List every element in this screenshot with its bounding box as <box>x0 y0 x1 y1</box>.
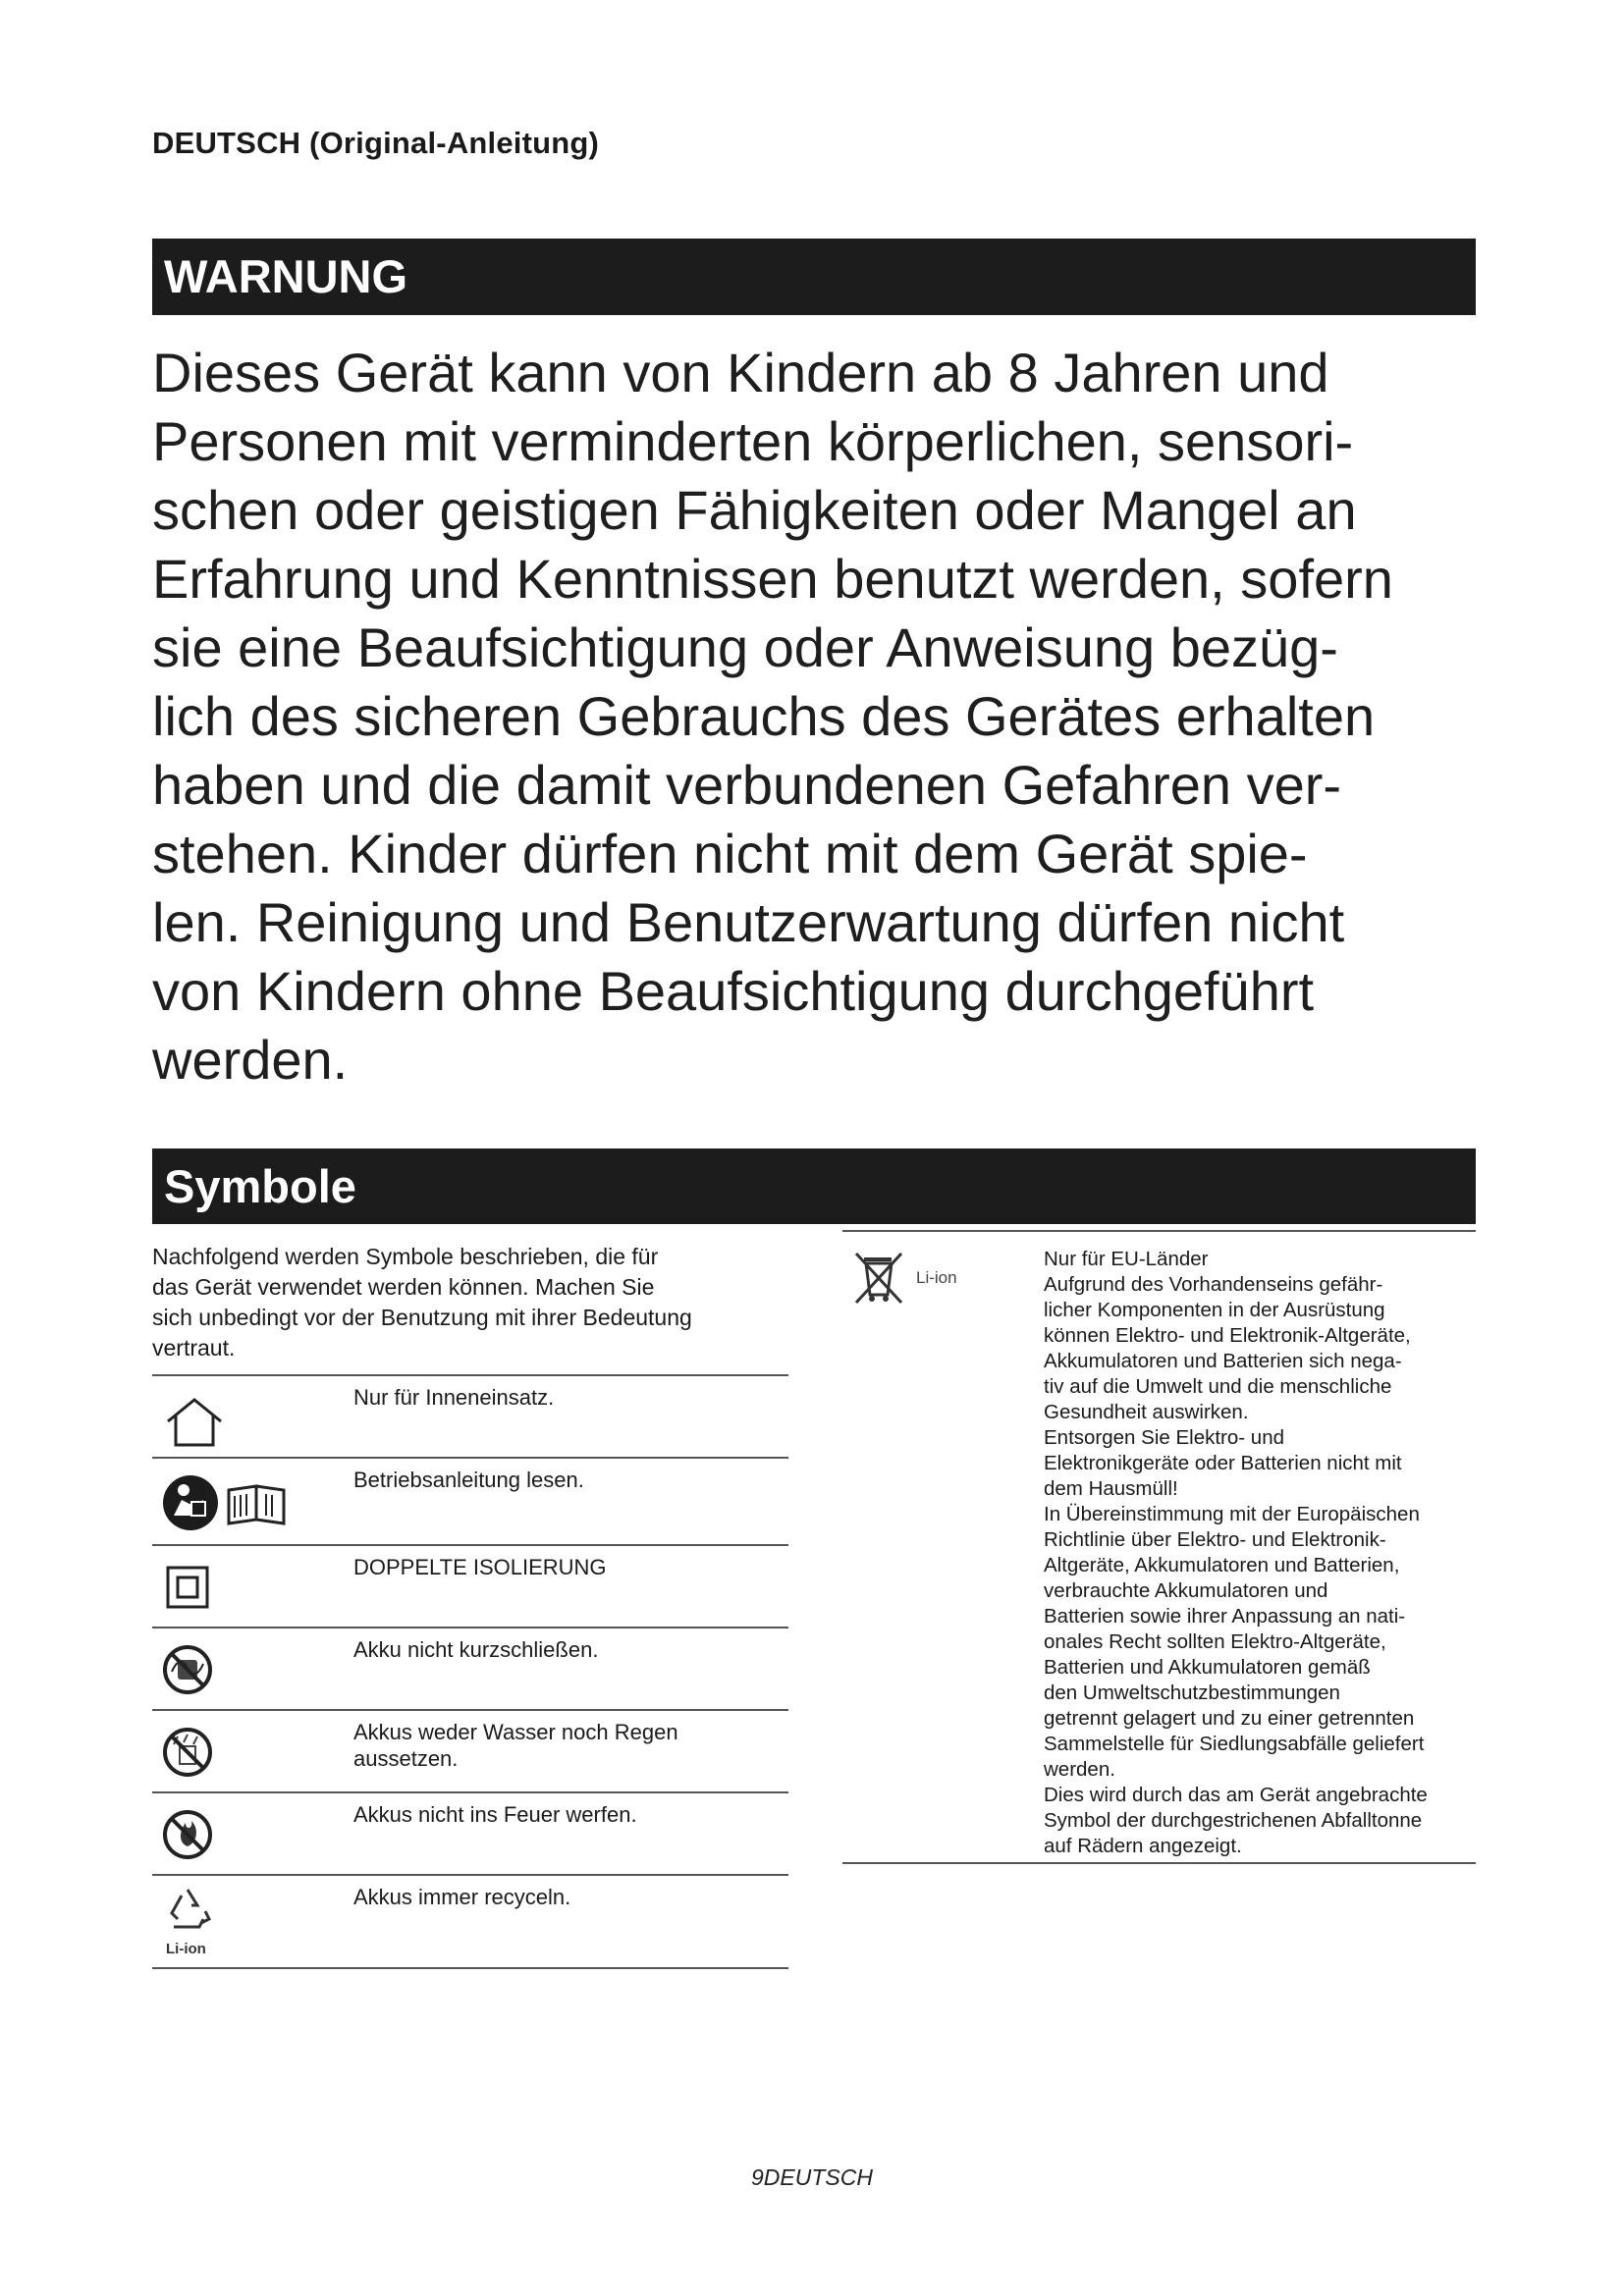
warning-line: schen oder geistigen Fähigkeiten oder Mangel an <box>152 479 1357 541</box>
eu-line: tiv auf die Umwelt und die menschliche <box>1044 1375 1392 1398</box>
intro-line: vertraut. <box>152 1335 236 1361</box>
intro-line: das Gerät verwendet werden können. Machen Sie <box>152 1274 655 1300</box>
symbols-heading: Symbole <box>152 1148 1476 1224</box>
eu-icon-label: Li-ion <box>916 1268 957 1287</box>
eu-line: verbrauchte Akkumulatoren und <box>1044 1579 1328 1602</box>
symbol-description: Nur für Inneneinsatz. <box>353 1385 555 1410</box>
eu-line: Entsorgen Sie Elektro- und <box>1044 1426 1284 1449</box>
eu-line: Elektronikgeräte oder Batterien nicht mit <box>1044 1452 1402 1474</box>
eu-line: licher Komponenten in der Ausrüstung <box>1044 1299 1385 1321</box>
symbol-description: Akku nicht kurzschließen. <box>353 1637 599 1662</box>
warning-line: sie eine Beaufsichtigung oder Anweisung bezüg- <box>152 616 1338 678</box>
eu-line: dem Hausmüll! <box>1044 1477 1178 1500</box>
symbol-description: Akkus immer recyceln. <box>353 1885 571 1909</box>
intro-line: Nachfolgend werden Symbole beschrieben, die für <box>152 1244 659 1269</box>
symbol-row <box>152 1874 788 1969</box>
no-water-icon <box>160 1725 219 1785</box>
eu-line: Richtlinie über Elektro- und Elektronik- <box>1044 1528 1386 1551</box>
symbol-row <box>152 1709 788 1791</box>
no-fire-icon <box>160 1807 219 1867</box>
symbol-row <box>152 1374 788 1457</box>
eu-line: Batterien und Akkumulatoren gemäß <box>1044 1656 1371 1679</box>
eu-line: Gesundheit auswirken. <box>1044 1401 1249 1423</box>
warning-line: lich des sicheren Gebrauchs des Gerätes erhalten <box>152 685 1376 747</box>
symbol-description: Akkus nicht ins Feuer werfen. <box>353 1802 637 1827</box>
symbol-description: DOPPELTE ISOLIERUNG <box>353 1555 607 1579</box>
eu-disposal-text <box>1044 1247 1476 1859</box>
eu-line: Akkumulatoren und Batterien sich nega- <box>1044 1350 1402 1372</box>
symbol-row <box>152 1791 788 1874</box>
warning-line: len. Reinigung und Benutzerwartung dürfen nicht <box>152 891 1345 953</box>
house-icon <box>160 1394 229 1456</box>
symbols-table <box>152 1374 788 1969</box>
crossed-bin-icon <box>848 1246 909 1309</box>
eu-line: auf Rädern angezeigt. <box>1044 1835 1242 1857</box>
symbol-row <box>152 1627 788 1709</box>
eu-line: In Übereinstimmung mit der Europäischen <box>1044 1503 1420 1525</box>
intro-line: sich unbedingt vor der Benutzung mit ihrer Bedeutung <box>152 1305 692 1330</box>
eu-line: werden. <box>1044 1758 1115 1781</box>
symbol-row <box>152 1457 788 1544</box>
symbol-description: Akkus weder Wasser noch Regen aussetzen. <box>353 1720 678 1771</box>
eu-line: Aufgrund des Vorhandenseins gefähr- <box>1044 1273 1383 1296</box>
eu-line: getrennt gelagert und zu einer getrennten <box>1044 1707 1415 1730</box>
read-manual-icon <box>160 1472 293 1538</box>
eu-line: den Umweltschutzbestimmungen <box>1044 1682 1340 1704</box>
warning-text <box>152 339 1488 1095</box>
recycle-icon-label: Li-ion <box>166 1941 206 1957</box>
eu-line: Symbol der durchgestrichenen Abfalltonne <box>1044 1809 1423 1832</box>
warning-line: werden. <box>152 1029 349 1091</box>
warning-line: haben und die damit verbundenen Gefahren ver- <box>152 754 1342 816</box>
no-short-circuit-icon <box>160 1642 219 1702</box>
double-insulation-icon <box>160 1564 219 1618</box>
symbol-description: Betriebsanleitung lesen. <box>353 1468 584 1492</box>
eu-line: onales Recht sollten Elektro-Altgeräte, <box>1044 1630 1386 1653</box>
eu-line: Sammelstelle für Siedlungsabfälle geliefert <box>1044 1733 1425 1755</box>
eu-line: Nur für EU-Länder <box>1044 1248 1209 1270</box>
warning-line: Personen mit verminderten körperlichen, sensori- <box>152 410 1354 472</box>
symbol-row <box>152 1544 788 1627</box>
eu-line: Batterien sowie ihrer Anpassung an nati- <box>1044 1605 1406 1628</box>
warning-heading: WARNUNG <box>152 239 1476 315</box>
symbols-intro <box>152 1242 781 1363</box>
document-header: DEUTSCH (Original-Anleitung) <box>152 126 600 160</box>
eu-disposal-box <box>842 1230 1476 1864</box>
page-footer: 9DEUTSCH <box>751 2164 873 2190</box>
warning-line: Dieses Gerät kann von Kindern ab 8 Jahren und <box>152 342 1329 403</box>
warning-line: stehen. Kinder dürfen nicht mit dem Gerät spie- <box>152 823 1308 884</box>
eu-line: Dies wird durch das am Gerät angebrachte <box>1044 1784 1428 1806</box>
eu-line: Altgeräte, Akkumulatoren und Batterien, <box>1044 1554 1400 1576</box>
warning-line: Erfahrung und Kenntnissen benutzt werden, sofern <box>152 548 1393 610</box>
warning-line: von Kindern ohne Beaufsichtigung durchgeführt <box>152 960 1315 1022</box>
eu-line: können Elektro- und Elektronik-Altgeräte, <box>1044 1324 1411 1347</box>
recycle-icon <box>160 1884 219 1944</box>
